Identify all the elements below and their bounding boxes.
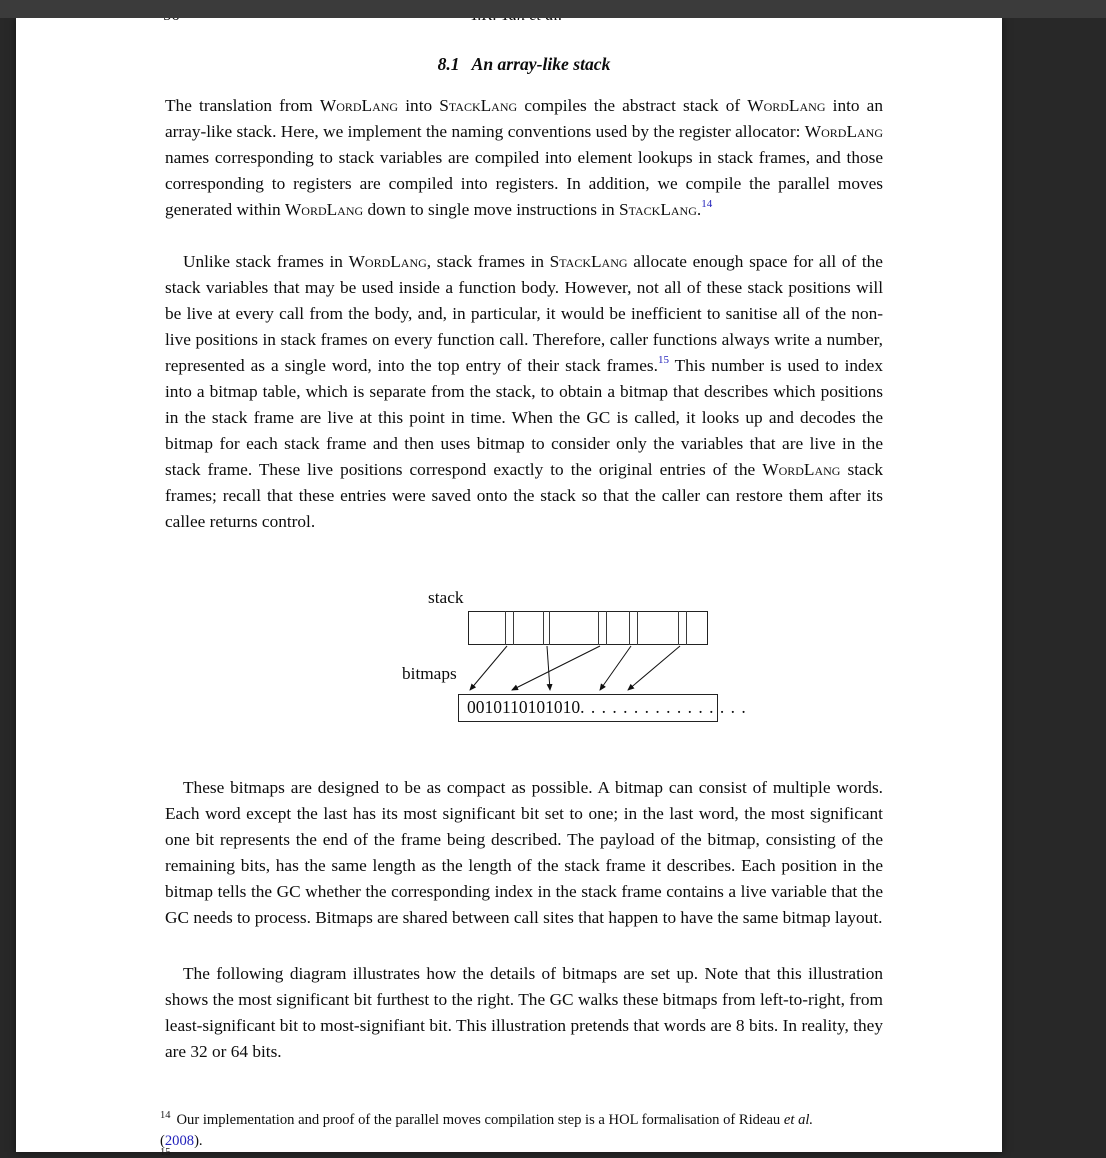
bitmap-value: 0010110101010. . . . . . . . . . . . . . . .	[467, 697, 747, 717]
section-title: An array-like stack	[471, 54, 611, 74]
section-number: 8.1	[437, 54, 460, 74]
small-caps-term: WordLang	[319, 96, 399, 115]
small-caps-term: WordLang	[804, 122, 883, 141]
paragraph-2: Unlike stack frames in WordLang, stack frames in StackLang allocate enough space for all of the stack variables that may be used inside a function body. However, not all of these stack positions will be live at every call from the body, and, in particular, it would be inefficient to sanitise all of the non-live positions in stack frames on every function call. Therefore, caller functions always write a number, represented as a single word, into the top entry of their stack frames.$^{15}$ This number is used to index into a bitmap table, which is separate from the stack, to obtain a bitmap that describes which positions in the stack frame are live at this point in time. When the GC is called, it looks up and decodes the bitmap for each stack frame and then uses bitmap to consider only the variables that are live in the stack frame. These live positions correspond exactly to the original entries of the WordLang stack frames; recall that these entries were saved onto the stack so that the caller can restore them after its callee returns control.	[165, 252, 883, 531]
small-caps-term: StackLang	[619, 200, 697, 219]
bitmaps-label: bitmaps	[402, 664, 457, 683]
paragraph-4: The following diagram illustrates how the details of bitmaps are set up. Note that this illustration shows the most significant bit furthest to the right. The GC walks these bitmaps from left-to-right, from least-significant bit to most-signifiant bit. This illustration pretends that words are 8 bits. In reality, they are 32 or 64 bits.	[165, 964, 883, 1061]
footnote-14-text: Our implementation and proof of the parallel moves compilation step is a HOL formalisation of Rideau et al. (2008).	[160, 1112, 814, 1149]
bitmaps-box	[458, 694, 747, 722]
paragraph-1: The translation from WordLang into StackLang compiles the abstract stack of WordLang into an array-like stack. Here, we implement the naming conventions used by the register allocator: WordLang names corresponding to stack variables are compiled into element lookups in stack frames, and those corresponding to registers are compiled into registers. In addition, we compile the parallel moves generated within WordLang down to single move instructions in StackLang.$^{14}$	[165, 96, 883, 219]
small-caps-term: WordLang	[284, 200, 364, 219]
small-caps-term: WordLang	[747, 96, 826, 115]
footnote-ref-link[interactable]: 15	[657, 354, 669, 367]
small-caps-term: WordLang	[348, 252, 427, 271]
italic-text: et al.	[783, 1112, 814, 1128]
footnote-ref-link[interactable]: 14	[701, 198, 713, 211]
small-caps-term: WordLang	[762, 460, 841, 479]
running-header	[16, 18, 1002, 24]
footnote-15-marker: 15	[160, 1147, 171, 1158]
footnote-14	[160, 1110, 884, 1152]
paper-page	[16, 18, 1002, 1158]
paragraph-3: These bitmaps are designed to be as compact as possible. A bitmap can consist of multiple words. Each word except the last has its most significant bit set to one; in the last word, the most significant one bit represents the end of the frame being described. The payload of the bitmap, consisting of the remaining bits, has the same length as the length of the stack frame it describes. Each position in the bitmap tells the GC whether the corresponding index in the stack frame contains a live variable that the GC needs to process. Bitmaps are shared between call sites that happen to have the same bitmap layout.	[165, 778, 883, 927]
footnote-14-marker: 14	[160, 1110, 171, 1122]
stack-label: stack	[428, 588, 464, 607]
small-caps-term: StackLang	[439, 96, 518, 115]
pdf-viewer-top-bar	[0, 0, 1106, 18]
bitmap-ellipsis: . . . . . . . . . . . . . . . .	[580, 697, 747, 717]
section-heading	[165, 54, 883, 75]
small-caps-term: StackLang	[549, 252, 628, 271]
bitmap-stack-figure	[400, 588, 747, 730]
citation-link[interactable]: 2008	[164, 1133, 195, 1149]
